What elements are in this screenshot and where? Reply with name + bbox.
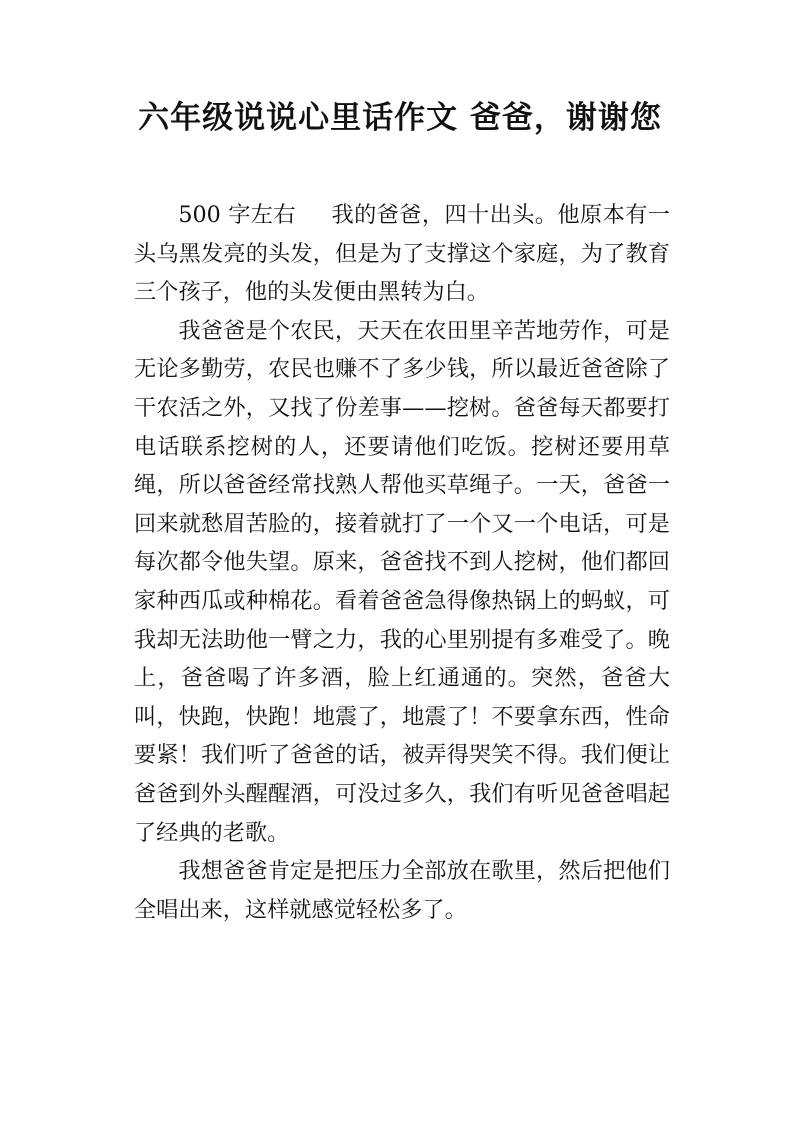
intro-text: 我的爸爸，四十出头。他原本有一头乌黑发亮的头发，但是为了支撑这个家庭，为了教育三个孩子，他的头发便由黑转为白。 [134,202,670,306]
document-title: 六年级说说心里话作文 爸爸，谢谢您 [138,100,662,136]
word-count-note: 500 字左右 [178,202,296,228]
paragraph-intro [134,196,670,312]
document-body [134,196,670,929]
paragraph-main: 我爸爸是个农民，天天在农田里辛苦地劳作，可是无论多勤劳，农民也赚不了多少钱，所以最近爸爸除了干农活之外，又找了份差事——挖树。爸爸每天都要打电话联系挖树的人，还要请他们吃饭。挖树还要用草绳，所以爸爸经常找熟人帮他买草绳子。一天，爸爸一回来就愁眉苦脸的，接着就打了一个又一个电话，可是每次都令他失望。原来，爸爸找不到人挖树，他们都回家种西瓜或种棉花。看着爸爸急得像热锅上的蚂蚁，可我却无法助他一臂之力，我的心里别提有多难受了。晚上，爸爸喝了许多酒，脸上红通通的。突然，爸爸大叫，快跑，快跑！地震了，地震了！不要拿东西，性命要紧！我们听了爸爸的话，被弄得哭笑不得。我们便让爸爸到外头醒醒酒，可没过多久，我们有听见爸爸唱起了经典的老歌。 [134,317,670,846]
paragraph-conclusion: 我想爸爸肯定是把压力全部放在歌里，然后把他们全唱出来，这样就感觉轻松多了。 [134,858,670,923]
